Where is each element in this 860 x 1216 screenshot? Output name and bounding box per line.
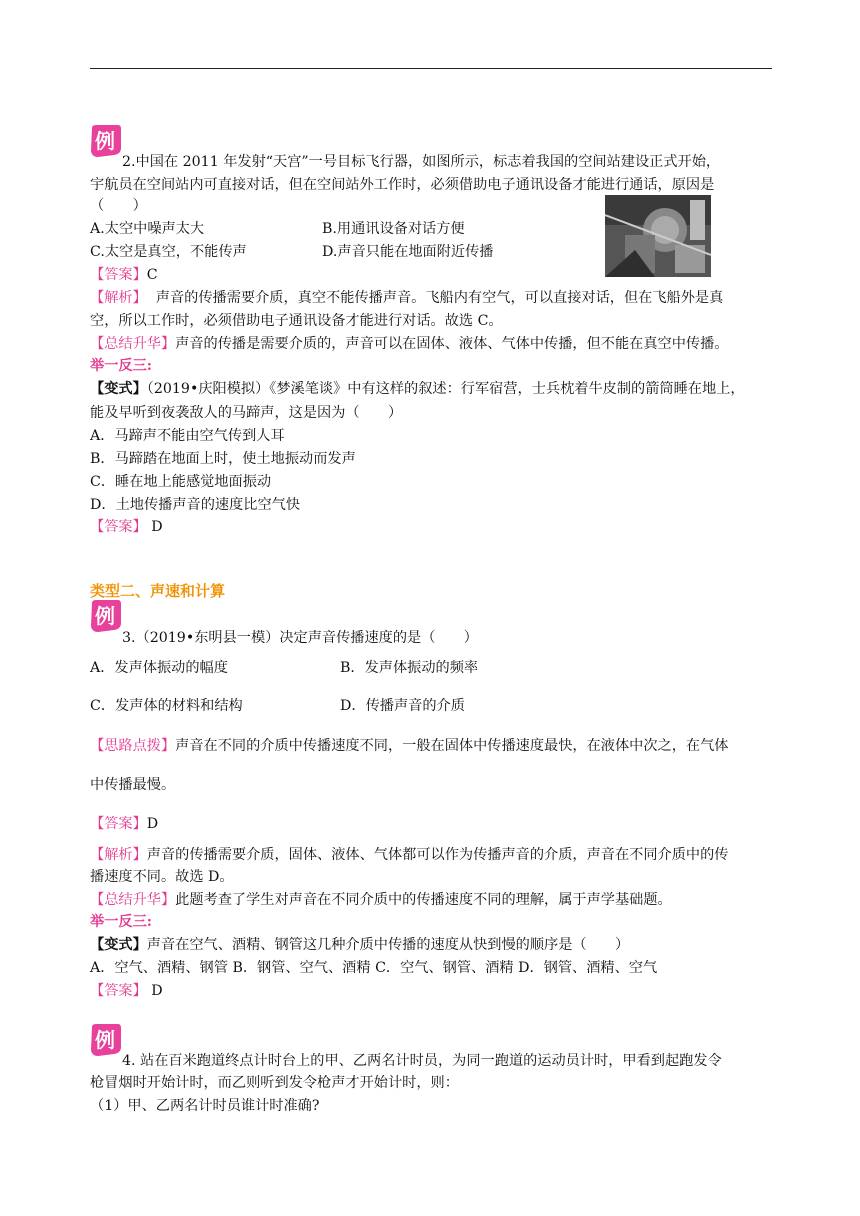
analysis-tag: 【解析】 [90,290,147,306]
analysis-row-3 [90,846,728,864]
svg-text:例: 例 [95,604,115,628]
option-b: B．发声体振动的频率 [340,660,479,676]
svg-text:例: 例 [95,129,115,153]
variant-row-2 [90,380,745,398]
summary-text: 此题考查了学生对声音在不同介质中的传播速度不同的理解，属于声学基础题。 [175,892,672,908]
practice-heading-2: 举一反三: [90,358,152,374]
variant-option-a: A．马蹄声不能由空气传到人耳 [90,428,285,444]
question-4-line-2: 枪冒烟时开始计时，而乙则听到发令枪声才开始计时，则： [90,1075,459,1091]
question-2-line-3: （ ） [90,198,147,214]
variant-answer-value: D [146,519,163,535]
option-c: C．发声体的材料和结构 [90,698,243,714]
summary-tag: 【总结升华】 [90,336,176,352]
option-a: A.太空中噪声太大 [90,221,205,237]
variant-option-b: B．马蹄踏在地面上时，使土地振动而发声 [90,451,356,467]
summary-text: 声音的传播是需要介质的，声音可以在固体、液体、气体中传播，但不能在真空中传播。 [175,336,729,352]
example-badge-icon [88,599,122,633]
svg-text:例: 例 [95,1028,115,1052]
practice-heading-3: 举一反三: [90,914,152,930]
question-3-line-1: 3.（2019•东明县一模）决定声音传播速度的是（ ） [122,630,478,646]
question-4-line-1: 4. 站在百米跑道终点计时台上的甲、乙两名计时员，为同一跑道的运动员计时，甲看到起跑发令 [122,1053,722,1069]
hint-3-line-2: 中传播最慢。 [90,777,176,793]
answer-row-3 [90,815,158,833]
option-a: A．发声体振动的幅度 [90,660,228,676]
answer-value: C [146,267,158,283]
hint-text: 声音在不同的介质中传播速度不同，一般在固体中传播速度最快，在液体中次之，在气体 [175,738,729,754]
variant-row-3 [90,936,629,954]
variant-answer-tag: 【答案】 [90,519,147,535]
hint-row-3 [90,737,728,755]
question-4-sub-1: （1）甲、乙两名计时员谁计时准确? [90,1098,320,1114]
summary-tag: 【总结升华】 [90,892,176,908]
option-d: D.声音只能在地面附近传播 [322,244,494,260]
variant-answer-row-3 [90,982,163,1000]
variant-answer-value: D [146,983,163,999]
option-c: C.太空是真空，不能传声 [90,244,247,260]
variant-text: 声音在空气、酒精、钢管这几种介质中传播的速度从快到慢的顺序是（ ） [146,937,630,953]
question-2-line-1: 2.中国在 2011 年发射“天宫”一号目标飞行器，如图所示，标志着我国的空间站建设正式开始， [122,154,721,170]
variant-tag: 【变式】 [90,937,147,953]
analysis-2-line-2: 空，所以工作时，必须借助电子通讯设备才能进行对话。故选 C。 [90,313,503,329]
example-badge-icon [88,124,122,158]
answer-tag: 【答案】 [90,816,147,832]
variant-tag: 【变式】 [90,381,147,397]
variant-options-3: A．空气、酒精、钢管 B．钢管、空气、酒精 C．空气、钢管、酒精 D．钢管、酒精、空气 [90,960,658,976]
analysis-tag: 【解析】 [90,847,147,863]
answer-row-2 [90,266,158,284]
option-d: D．传播声音的介质 [340,698,465,714]
analysis-row-2 [90,289,723,307]
analysis-text: 声音的传播需要介质，固体、液体、气体都可以作为传播声音的介质，声音在不同介质中的传 [146,847,729,863]
variant-text: （2019•庆阳模拟）《梦溪笔谈》中有这样的叙述：行军宿营，士兵枕着牛皮制的箭筒睡在地上， [146,381,745,397]
section-2-title: 类型二、声速和计算 [90,582,226,600]
variant-2-line-2: 能及早听到夜袭敌人的马蹄声，这是因为（ ） [90,405,403,421]
variant-answer-row-2 [90,518,163,536]
answer-value: D [146,816,159,832]
space-station-photo [605,195,711,277]
example-badge-icon [88,1023,122,1057]
summary-row-3 [90,891,672,909]
summary-row-2 [90,335,728,353]
option-b: B.用通讯设备对话方便 [322,221,465,237]
variant-answer-tag: 【答案】 [90,983,147,999]
variant-option-d: D．土地传播声音的速度比空气快 [90,497,301,513]
answer-tag: 【答案】 [90,267,147,283]
analysis-text: 声音的传播需要介质，真空不能传播声音。飞船内有空气，可以直接对话，但在飞船外是真 [146,290,724,306]
hint-tag: 【思路点拨】 [90,738,176,754]
question-2-line-2: 宇航员在空间站内可直接对话，但在空间站外工作时，必须借助电子通讯设备才能进行通话，原因是 [90,177,715,193]
header-rule [90,68,772,69]
analysis-3-line-2: 播速度不同。故选 D。 [90,869,234,885]
variant-option-c: C．睡在地上能感觉地面振动 [90,474,272,490]
